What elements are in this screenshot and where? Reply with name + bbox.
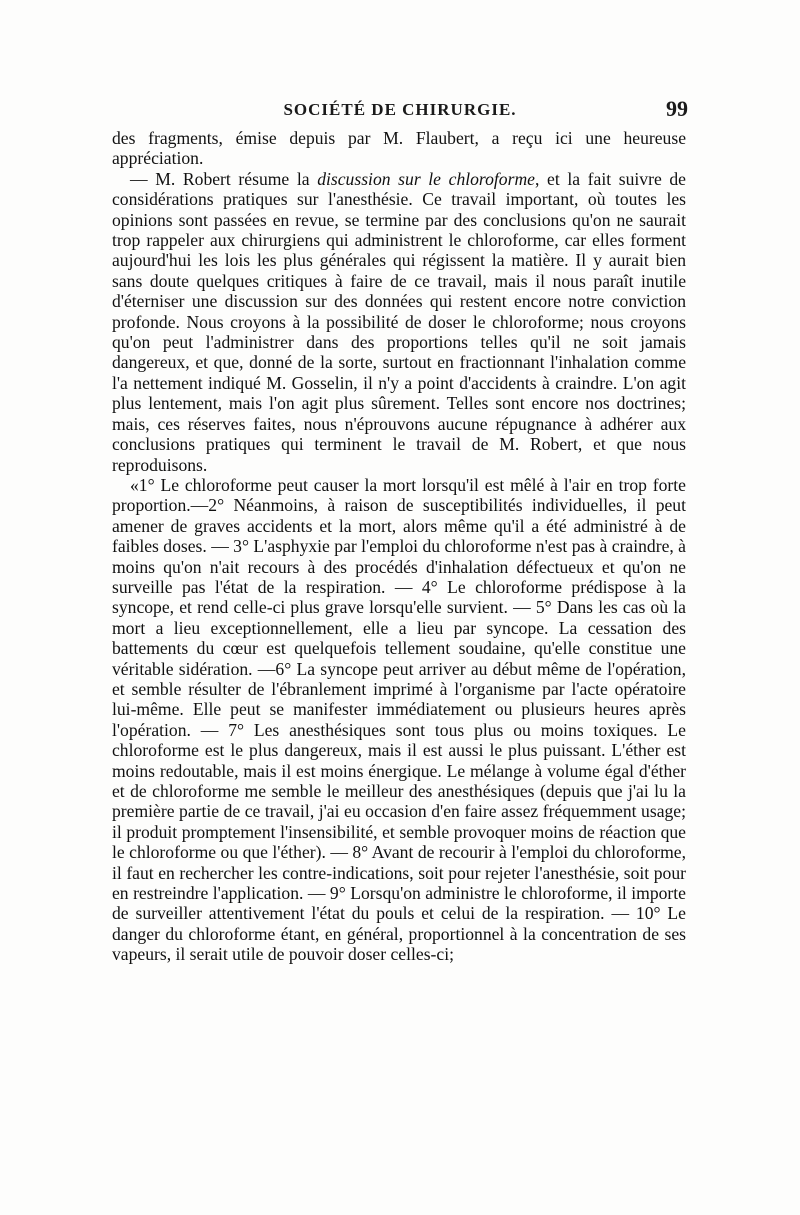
paragraph-robert-summary — [112, 169, 686, 475]
paragraph-continuation — [112, 128, 686, 169]
paragraph-text: des fragments, émise depuis par M. Flaubert, a reçu ici une heureuse appréciation. — [112, 128, 686, 169]
page-number: 99 — [666, 96, 688, 121]
paragraph-text: , et la fait suivre de considérations pratiques sur l'anesthésie. Ce travail important, où toutes les opinions sont passées en revue, se termine par des conclusions qu'on ne saurait trop rappeler aux chirurgiens qui administrent le chloroforme, car elles forment aujourd'hui les lois les plus générales qui régissent la matière. Il y aurait bien sans doute quelques critiques à faire de ce travail, mais il nous paraît inutile d'éterniser une discussion sur des données qui restent encore notre conviction profonde. Nous croyons à la possibilité de doser le chloroforme; nous croyons qu'on peut l'administrer dans des proportions telles qu'il ne soit jamais dangereux, et que, donné de la sorte, surtout en fractionnant l'inhalation comme l'a nettement indiqué M. Gosselin, il n'y a point d'accidents à craindre. L'on agit plus lentement, mais l'on agit plus sûrement. Telles sont encore nos doctrines; mais, ces réserves faites, nous n'éprouvons aucune répugnance à adhérer aux conclusions pratiques qui terminent le travail de M. Robert, et que nous reproduisons. — [112, 168, 686, 475]
body-text — [112, 128, 686, 965]
running-title: SOCIÉTÉ DE CHIRURGIE. — [283, 100, 517, 119]
paragraph-intro: — M. Robert résume la — [130, 168, 318, 189]
italic-phrase: discussion sur le chloroforme — [317, 168, 535, 189]
paragraph-text: «1° Le chloroforme peut causer la mort lorsqu'il est mêlé à l'air en trop forte proportion.—2° Néanmoins, à raison de susceptibilités individuelles, il peut amener de graves accidents et la mort, alors même qu'il a été administré à de faibles doses. — 3° L'asphyxie par l'emploi du chloroforme n'est pas à craindre, à moins qu'on n'ait recours à des procédés d'inhalation défectueux et qu'on ne surveille pas l'état de la respiration. — 4° Le chloroforme prédispose à la syncope, et rend celle-ci plus grave lorsqu'elle survient. — 5° Dans les cas où la mort a lieu exceptionnellement, elle a lieu par syncope. La cessation des battements du cœur est quelquefois tellement soudaine, qu'elle constitue une véritable sidération. —6° La syncope peut arriver au début même de l'opération, et semble résulter de l'ébranlement imprimé à l'organisme par l'acte opératoire lui-même. Elle peut se manifester immédiatement ou plusieurs heures après l'opération. — 7° Les anesthésiques sont tous plus ou moins toxiques. Le chloroforme est le plus dangereux, mais il est aussi le plus puissant. L'éther est moins redoutable, mais il est moins énergique. Le mélange à volume égal d'éther et de chloroforme me semble le meilleur des anesthésiques (depuis que j'ai lu la première partie de ce travail, j'ai eu occasion d'en faire assez fréquemment usage; il produit promptement l'insensibilité, et semble provoquer moins de réaction que le chloroforme ou que l'éther). — 8° Avant de recourir à l'emploi du chloroforme, il faut en rechercher les contre-indications, soit pour rejeter l'anesthésie, soit pour en restreindre l'application. — 9° Lorsqu'on administre le chloroforme, il importe de surveiller attentivement l'état du pouls et celui de la respiration. — 10° Le danger du chloroforme étant, en général, proportionnel à la concentration de ses vapeurs, il serait utile de pouvoir doser celles-ci; — [112, 474, 686, 965]
page-header — [112, 96, 688, 126]
paragraph-conclusions — [112, 475, 686, 965]
